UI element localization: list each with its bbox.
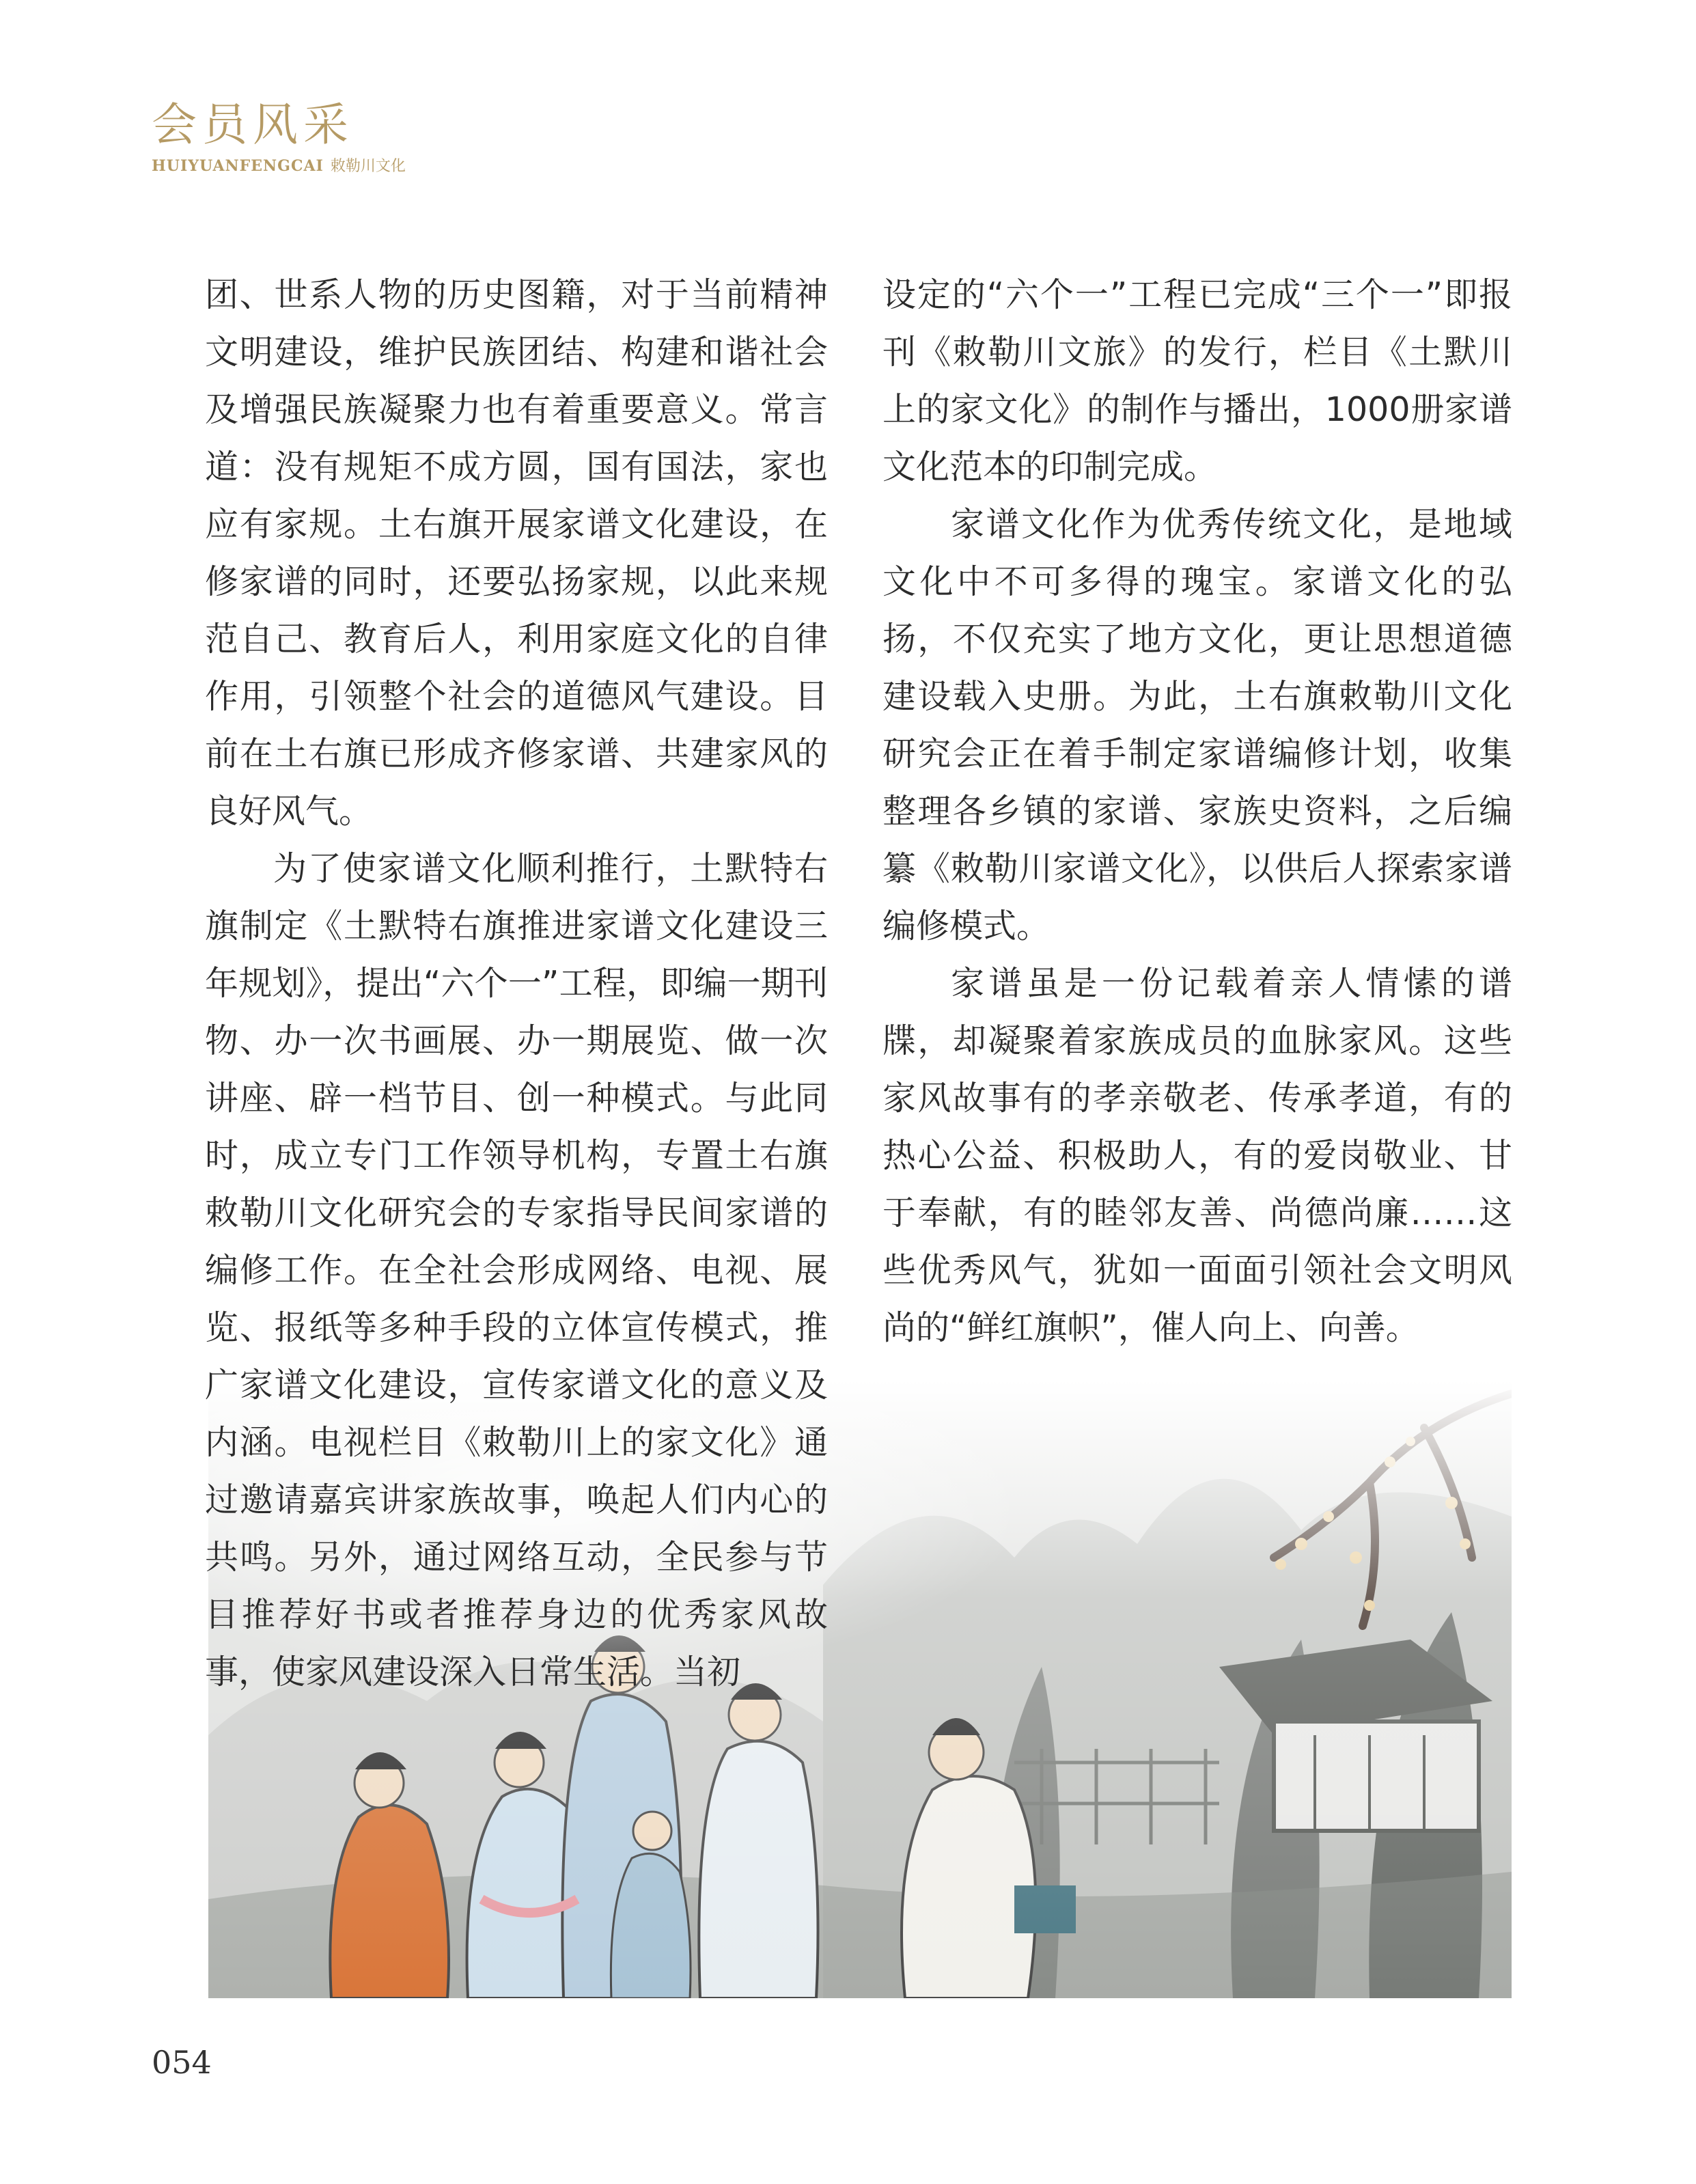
left-paragraph-2: 为了使家谱文化顺利推行，土默特右旗制定《土默特右旗推进家谱文化建设三年规划》，提出“六个一”工程，即编一期刊物、办一次书画展、办一期展览、做一次讲座、辟一档节目、创一种模式。与此同时，成立专门工作领导机构，专置土右旗敕勒川文化研究会的专家指导民间家谱的编修工作。在全社会形成网络、电视、展览、报纸等多种手段的立体宣传模式，推广家谱文化建设，宣传家谱文化的意义及内涵。电视栏目《敕勒川上的家文化》通过邀请嘉宾讲家族故事，唤起人们内心的共鸣。另外，通过网络互动，全民参与节目推荐好书或者推荐身边的优秀家风故事，使家风建设深入日常生活。当初 (205, 849, 828, 1691)
right-paragraph-1: 设定的“六个一”工程已完成“三个一”即报刊《敕勒川文旅》的发行，栏目《土默川上的家文化》的制作与播出，1000册家谱文化范本的印制完成。 (882, 275, 1512, 486)
section-title: 会员风采 (152, 98, 354, 151)
left-text-column (205, 266, 828, 1701)
brand-name: 敕勒川文化 (330, 158, 406, 175)
page-number: 054 (152, 2044, 212, 2081)
left-paragraph-1: 团、世系人物的历史图籍，对于当前精神文明建设，维护民族团结、构建和谐社会及增强民族凝聚力也有着重要意义。常言道：没有规矩不成方圆，国有国法，家也应有家规。土右旗开展家谱文化建设，在修家谱的同时，还要弘扬家规，以此来规范自己、教育后人，利用家庭文化的自律作用，引领整个社会的道德风气建设。目前在土右旗已形成齐修家谱、共建家风的良好风气。 (205, 275, 828, 831)
section-header (152, 98, 406, 176)
right-paragraph-3: 家谱虽是一份记载着亲人情愫的谱牒，却凝聚着家族成员的血脉家风。这些家风故事有的孝亲敬老、传承孝道，有的热心公益、积极助人，有的爱岗敬业、甘于奉献，有的睦邻友善、尚德尚廉……这些优秀风气，犹如一面面引领社会文明风尚的“鲜红旗帜”，催人向上、向善。 (882, 964, 1512, 1347)
section-subtitle (152, 154, 406, 176)
right-paragraph-2: 家谱文化作为优秀传统文化，是地域文化中不可多得的瑰宝。家谱文化的弘扬，不仅充实了地方文化，更让思想道德建设载入史册。为此，土右旗敕勒川文化研究会正在着手制定家谱编修计划，收集整理各乡镇的家谱、家族史资料，之后编纂《敕勒川家谱文化》，以供后人探索家谱编修模式。 (882, 505, 1512, 945)
section-pinyin: HUIYUANFENGCAI (152, 157, 324, 175)
right-text-column (882, 266, 1512, 1357)
